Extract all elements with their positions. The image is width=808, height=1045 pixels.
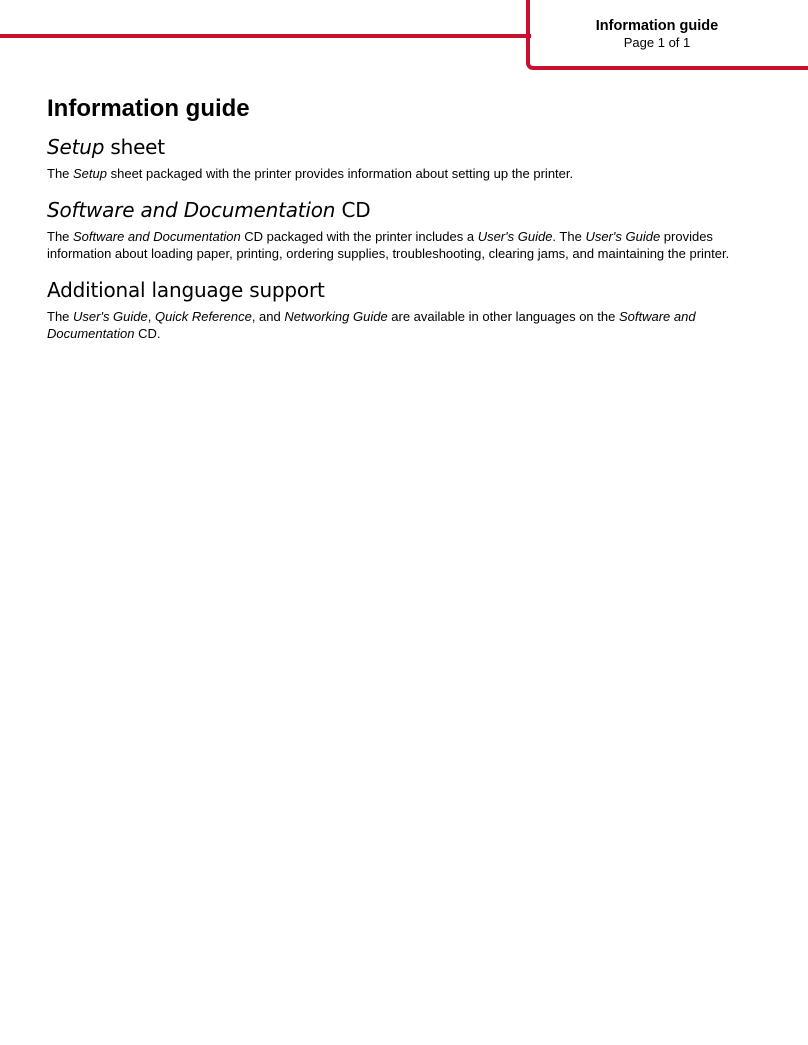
heading-italic: Software and Documentation: [47, 197, 336, 222]
section-paragraph: [47, 228, 767, 263]
text-run-italic: Software and Documentation: [73, 228, 241, 244]
text-run: sheet packaged with the printer provides information about setting up the printer.: [107, 166, 574, 181]
text-run-italic: Networking Guide: [284, 308, 388, 324]
text-run-italic: User's Guide: [585, 228, 661, 244]
section-language-support: [47, 276, 767, 343]
text-run: The: [47, 166, 74, 181]
header-page-number: Page 1 of 1: [623, 35, 691, 50]
text-run-italic: Setup: [73, 166, 107, 181]
text-run: , and: [251, 308, 285, 324]
heading-italic: Setup: [47, 135, 105, 159]
document-body: [47, 93, 767, 356]
section-heading: [47, 276, 767, 304]
text-run: ,: [147, 308, 155, 324]
section-heading: [47, 133, 767, 161]
text-run-italic: Quick Reference: [154, 308, 252, 324]
section-heading: [47, 196, 767, 224]
header-rule: [0, 34, 531, 38]
text-run: provides information about loading paper, printing, ordering supplies, troubleshooting, clearing jams, and maintaining the printer.: [47, 228, 730, 261]
heading-text: sheet: [104, 135, 165, 159]
text-run: are available in other languages on the: [387, 308, 619, 324]
section-setup-sheet: [47, 133, 767, 183]
heading-text: CD: [335, 197, 371, 222]
header-title: Information guide: [595, 18, 719, 34]
text-run: The: [47, 308, 74, 324]
text-run-italic: User's Guide: [477, 228, 553, 244]
section-software-cd: [47, 196, 767, 263]
heading-text: Additional language support: [47, 277, 325, 302]
text-run: CD packaged with the printer includes a: [240, 228, 478, 244]
section-paragraph: [47, 308, 767, 343]
text-run: The: [47, 228, 74, 244]
section-paragraph: [47, 165, 767, 183]
text-run: CD.: [134, 326, 161, 341]
page-title: Information guide: [47, 95, 250, 122]
text-run-italic: Software and Documentation: [47, 308, 696, 341]
text-run: . The: [552, 228, 586, 244]
text-run-italic: User's Guide: [73, 308, 148, 324]
